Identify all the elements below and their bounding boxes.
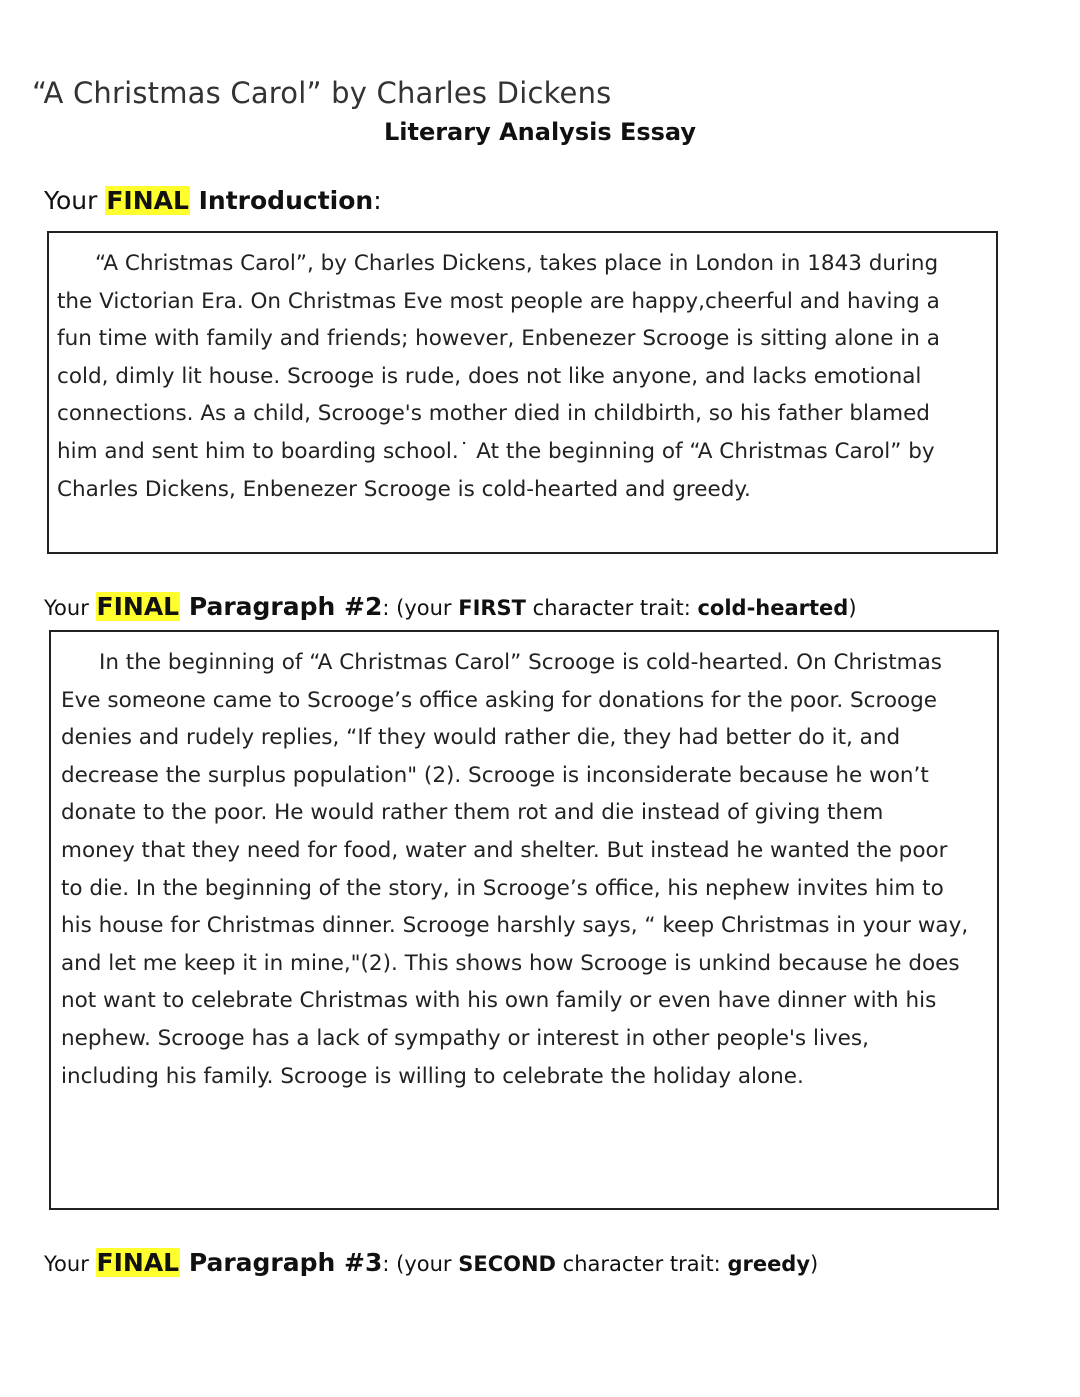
intro-final-highlight: FINAL [106,186,189,215]
paragraph3-colon: : [382,1252,390,1276]
paragraph2-trait-text: character trait: [526,596,698,620]
paragraph3-trait: greedy [727,1252,811,1276]
paragraph2-final-highlight: FINAL [96,592,180,621]
paragraph2-prefix: Your [44,596,96,620]
paragraph2-paren-open: (your [389,596,459,620]
paragraph3-label: Paragraph #3 [180,1248,383,1277]
intro-colon: : [373,186,382,215]
paragraph3-prefix: Your [44,1252,96,1276]
paragraph3-heading [44,1248,818,1277]
intro-heading [44,186,382,215]
paragraph2-ordinal: FIRST [458,596,526,620]
paragraph2-label: Paragraph #2 [180,592,383,621]
paragraph3-ordinal: SECOND [458,1252,556,1276]
intro-label: Introduction [189,186,374,215]
document-title: “A Christmas Carol” by Charles Dickens [32,76,612,110]
paragraph2-paren-close: ) [848,596,857,620]
paragraph2-trait: cold-hearted [697,596,849,620]
paragraph3-paren-open: (your [389,1252,459,1276]
document-subtitle: Literary Analysis Essay [383,118,697,146]
paragraph2-text-box[interactable] [49,630,999,1210]
paragraph3-trait-text: character trait: [555,1252,728,1276]
intro-text: “A Christmas Carol”, by Charles Dickens, takes place in London in 1843 during the Victorian Era. On Christmas Eve most people are happy,cheerful and having a fun time with family and friends; however, Enbenezer Scrooge is sitting alone in a cold, dimly lit house. Scrooge is rude, does not like anyone, and lacks emotional connections. As a child, Scrooge's mother died in childbirth, so his father blamed him and sent him to boarding school.˙ At the beginning of “A Christmas Carol” by Charles Dickens, Enbenezer Scrooge is cold-hearted and greedy. [57,251,940,502]
intro-text-box[interactable] [47,231,998,554]
paragraph3-paren-close: ) [810,1252,819,1276]
paragraph3-final-highlight: FINAL [96,1248,180,1277]
intro-prefix: Your [44,186,106,215]
paragraph2-heading [44,592,857,621]
paragraph2-text: In the beginning of “A Christmas Carol” Scrooge is cold-hearted. On Christmas Eve someone came to Scrooge’s office asking for donations for the poor. Scrooge denies and rudely replies, “If they would rather die, they had better do it, and decrease the surplus population" (2). Scrooge is inconsiderate because he won’t donate to the poor. He would rather them rot and die instead of giving them money that they need for food, water and shelter. But instead he wanted the poor to die. In the beginning of the story, in Scrooge’s office, his nephew invites him to his house for Christmas dinner. Scrooge harshly says, “ keep Christmas in your way, and let me keep it in mine,"(2). This shows how Scrooge is unkind because he does not want to celebrate Christmas with his own family or even have dinner with his nephew. Scrooge has a lack of sympathy or interest in other people's lives, including his family. Scrooge is willing to celebrate the holiday alone. [61,650,969,1089]
paragraph2-colon: : [382,596,390,620]
